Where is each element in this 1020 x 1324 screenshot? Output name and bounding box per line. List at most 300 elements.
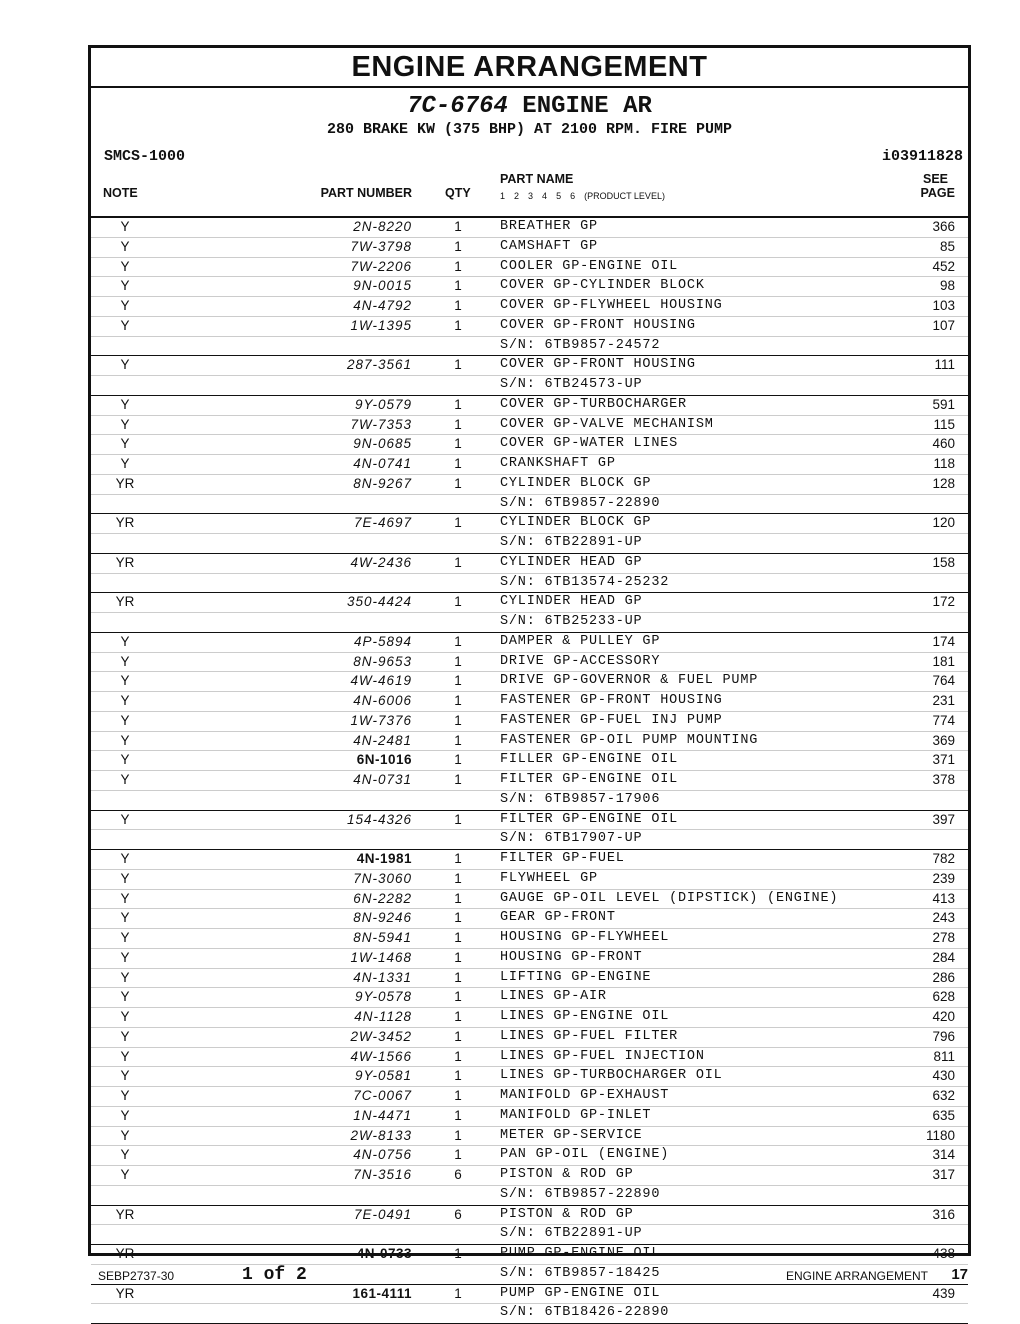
note-cell: YR: [115, 1206, 135, 1222]
part-number-cell: 8N-5941: [353, 930, 412, 945]
serial-range: S/N: 6TB9857-24572: [500, 337, 661, 353]
note-cell: Y: [120, 278, 130, 294]
table-row: [91, 712, 968, 732]
note-cell: Y: [120, 693, 130, 708]
note-cell: YR: [115, 1285, 135, 1301]
part-name-cell: BREATHER GP: [500, 219, 598, 234]
parts-table: [91, 218, 968, 1324]
serial-range: S/N: 6TB22891-UP: [500, 1226, 643, 1242]
product-level-scale: [500, 191, 674, 201]
part-number-cell: 4P-5894: [353, 633, 412, 649]
table-row: [91, 475, 968, 495]
table-row: [91, 732, 968, 752]
qty-cell: 1: [454, 219, 462, 234]
part-number-cell: 7W-2206: [350, 258, 412, 274]
serial-range: S/N: 6TB9857-18425: [500, 1265, 661, 1281]
qty-cell: 1: [454, 1009, 462, 1024]
table-row: [91, 1127, 968, 1147]
note-cell: Y: [120, 416, 130, 432]
qty-cell: 1: [454, 949, 462, 965]
part-name-cell: CRANKSHAFT GP: [500, 456, 616, 471]
page-ref-cell: 371: [932, 752, 955, 768]
part-number-cell: 4N-0741: [353, 456, 412, 471]
part-number-cell: 6N-2282: [353, 890, 412, 906]
qty-cell: 1: [454, 752, 462, 768]
part-number-cell: 7W-7353: [350, 416, 412, 432]
note-cell: Y: [120, 357, 130, 373]
qty-cell: 1: [454, 1147, 462, 1163]
note-cell: Y: [120, 949, 130, 965]
page-ref-cell: 635: [932, 1107, 955, 1123]
table-row: [91, 949, 968, 969]
qty-cell: 1: [454, 416, 462, 432]
table-row: [91, 1048, 968, 1068]
part-name-cell: FILTER GP-ENGINE OIL: [500, 772, 679, 787]
serial-range: S/N: 6TB24573-UP: [500, 377, 643, 392]
page-ref-cell: 796: [932, 1028, 955, 1044]
table-row: [91, 850, 968, 870]
note-cell: Y: [120, 219, 130, 234]
table-row: [91, 988, 968, 1008]
part-number-cell: 7N-3516: [353, 1167, 412, 1182]
qty-cell: 1: [454, 456, 462, 471]
qty-cell: 1: [454, 1028, 462, 1044]
note-cell: Y: [120, 870, 130, 886]
table-row: [91, 870, 968, 890]
table-row: [91, 1107, 968, 1127]
part-name-cell: PUMP GP-ENGINE OIL: [500, 1246, 661, 1261]
note-cell: Y: [120, 752, 130, 768]
note-cell: Y: [120, 930, 130, 945]
note-cell: Y: [120, 1107, 130, 1123]
qty-cell: 1: [454, 515, 462, 531]
note-cell: Y: [120, 1068, 130, 1084]
serial-range-row: [91, 1304, 968, 1324]
qty-cell: 1: [454, 910, 462, 926]
part-name-cell: LIFTING GP-ENGINE: [500, 969, 652, 985]
qty-cell: 6: [454, 1206, 462, 1222]
qty-cell: 1: [454, 298, 462, 313]
part-number-cell: 8N-9653: [353, 653, 412, 669]
part-number-cell: 4N-6006: [353, 693, 412, 708]
serial-range: S/N: 6TB9857-17906: [500, 791, 661, 807]
table-row: [91, 435, 968, 455]
part-name-cell: FILLER GP-ENGINE OIL: [500, 752, 679, 768]
page-ref-cell: 231: [932, 693, 955, 708]
page-ref-cell: 118: [933, 456, 955, 471]
part-number-cell: 7W-3798: [350, 238, 412, 254]
part-number-cell: 154-4326: [346, 811, 412, 827]
table-row: [91, 356, 968, 376]
page-ref-cell: 181: [932, 653, 955, 669]
part-name-cell: COVER GP-FRONT HOUSING: [500, 357, 696, 373]
note-cell: Y: [120, 969, 130, 985]
part-name-cell: CYLINDER BLOCK GP: [500, 475, 652, 491]
part-name-cell: FASTENER GP-OIL PUMP MOUNTING: [500, 732, 759, 748]
table-row: [91, 416, 968, 436]
part-name-cell: COVER GP-CYLINDER BLOCK: [500, 278, 705, 294]
part-name-cell: LINES GP-FUEL FILTER: [500, 1028, 679, 1044]
part-name-cell: LINES GP-AIR: [500, 989, 607, 1005]
note-cell: Y: [120, 436, 130, 452]
page-ref-cell: 811: [933, 1048, 955, 1064]
table-row: [91, 277, 968, 297]
table-row: [91, 751, 968, 771]
note-cell: Y: [120, 1088, 130, 1103]
note-cell: Y: [120, 989, 130, 1005]
table-row: [91, 633, 968, 653]
part-name-cell: CYLINDER HEAD GP: [500, 554, 643, 570]
part-number-column-header: PART NUMBER: [320, 186, 412, 200]
part-number-cell: 4N-1331: [353, 969, 412, 985]
product-level-caption: (PRODUCT LEVEL): [584, 191, 665, 201]
qty-cell: 1: [454, 732, 462, 748]
note-cell: Y: [120, 890, 130, 906]
table-row: [91, 317, 968, 337]
page-ref-cell: 628: [932, 989, 955, 1005]
page-ref-cell: 243: [932, 910, 955, 926]
part-name-cell: FILTER GP-ENGINE OIL: [500, 811, 679, 827]
note-cell: Y: [120, 1127, 130, 1143]
part-number-cell: 4N-1981: [356, 851, 412, 866]
page-ref-cell: 103: [932, 298, 955, 313]
qty-cell: 1: [454, 1285, 462, 1301]
page-ref-cell: 172: [932, 594, 955, 610]
part-number-cell: 8N-9267: [353, 475, 412, 491]
page-ref-cell: 111: [934, 357, 955, 373]
serial-range-row: [91, 534, 968, 554]
qty-column-header: QTY: [445, 186, 471, 200]
part-number-cell: 4N-1128: [354, 1009, 412, 1024]
qty-cell: 1: [454, 475, 462, 491]
part-number-cell: 4N-2481: [353, 732, 412, 748]
model-description: 280 BRAKE KW (375 BHP) AT 2100 RPM. FIRE PUMP: [326, 121, 733, 138]
table-row: [91, 1245, 968, 1265]
serial-range-row: [91, 613, 968, 633]
qty-cell: 1: [454, 870, 462, 886]
page-ref-cell: 286: [932, 969, 955, 985]
note-cell: YR: [115, 594, 135, 610]
part-number-cell: 1W-7376: [350, 712, 412, 728]
part-number-cell: 2W-8133: [350, 1127, 412, 1143]
part-name-cell: FASTENER GP-FRONT HOUSING: [500, 693, 723, 708]
serial-range-row: [91, 495, 968, 515]
page-ref-cell: 98: [939, 278, 955, 294]
page-ref-cell: 316: [932, 1206, 955, 1222]
part-number-cell: 9Y-0579: [354, 396, 412, 412]
table-row: [91, 1008, 968, 1028]
part-number-cell: 4N-0733: [356, 1246, 412, 1261]
part-name-cell: METER GP-SERVICE: [500, 1127, 643, 1143]
part-number-cell: 4N-4792: [353, 298, 412, 313]
note-column-header: NOTE: [103, 186, 138, 200]
page-ref-cell: 369: [932, 732, 955, 748]
qty-cell: 1: [454, 317, 462, 333]
page-ref-cell: 85: [939, 238, 955, 254]
see-column-header: SEE: [922, 172, 948, 186]
page-ref-cell: 317: [932, 1167, 955, 1182]
table-row: [91, 672, 968, 692]
serial-range-row: [91, 337, 968, 357]
page-ref-cell: 632: [932, 1088, 955, 1103]
note-cell: Y: [120, 1009, 130, 1024]
table-row: [91, 692, 968, 712]
qty-cell: 1: [454, 989, 462, 1005]
page-ref-cell: 158: [932, 554, 955, 570]
page-ref-cell: 774: [932, 712, 955, 728]
serial-range: S/N: 6TB9857-22890: [500, 495, 661, 511]
part-name-cell: GEAR GP-FRONT: [500, 910, 616, 926]
qty-cell: 1: [454, 653, 462, 669]
part-name-cell: LINES GP-ENGINE OIL: [500, 1009, 670, 1024]
qty-cell: 1: [454, 594, 462, 610]
smcs-code: SMCS-1000: [104, 148, 186, 165]
note-cell: Y: [120, 811, 130, 827]
part-name-cell: COVER GP-VALVE MECHANISM: [500, 416, 714, 432]
note-cell: Y: [120, 653, 130, 669]
page-ref-cell: 397: [932, 811, 955, 827]
part-name-cell: LINES GP-FUEL INJECTION: [500, 1048, 705, 1064]
page-of: 1 of 2: [242, 1265, 307, 1285]
note-cell: Y: [120, 633, 130, 649]
part-name-cell: CYLINDER BLOCK GP: [500, 515, 652, 531]
note-cell: Y: [120, 712, 130, 728]
serial-range: S/N: 6TB25233-UP: [500, 614, 643, 629]
note-cell: Y: [120, 1147, 130, 1163]
note-cell: Y: [120, 732, 130, 748]
qty-cell: 1: [454, 693, 462, 708]
part-number-cell: 287-3561: [346, 357, 412, 373]
qty-cell: 1: [454, 633, 462, 649]
note-cell: Y: [120, 298, 130, 313]
note-cell: Y: [120, 1167, 130, 1182]
qty-cell: 1: [454, 1127, 462, 1143]
part-name-cell: FILTER GP-FUEL: [500, 851, 625, 866]
note-cell: Y: [120, 673, 130, 689]
part-name-cell: DAMPER & PULLEY GP: [500, 633, 661, 649]
serial-range-row: [91, 1186, 968, 1206]
page-footer: [0, 1265, 1020, 1289]
page-number: 17: [951, 1266, 968, 1283]
page-ref-cell: 366: [932, 219, 955, 234]
part-number-cell: 9Y-0578: [354, 989, 412, 1005]
serial-range-row: [91, 1225, 968, 1245]
part-number-cell: 8N-9246: [353, 910, 412, 926]
page-ref-cell: 284: [932, 949, 955, 965]
note-cell: Y: [120, 317, 130, 333]
table-row: [91, 396, 968, 416]
page-ref-cell: 120: [932, 515, 955, 531]
table-row: [91, 593, 968, 613]
page-ref-cell: 413: [932, 890, 955, 906]
page-ref-cell: 314: [932, 1147, 955, 1163]
serial-range: S/N: 6TB9857-22890: [500, 1186, 661, 1202]
part-name-cell: HOUSING GP-FRONT: [500, 949, 643, 965]
qty-cell: 1: [454, 930, 462, 945]
page-ref-cell: 115: [933, 416, 955, 432]
product-level: 3: [528, 191, 534, 201]
qty-cell: 1: [454, 1088, 462, 1103]
note-cell: Y: [120, 238, 130, 254]
table-row: [91, 811, 968, 831]
part-name-cell: HOUSING GP-FLYWHEEL: [500, 930, 670, 945]
qty-cell: 1: [454, 1107, 462, 1123]
part-number-cell: 7E-4697: [353, 515, 412, 531]
qty-cell: 6: [454, 1167, 462, 1182]
part-number-cell: 7C-0067: [353, 1088, 412, 1103]
table-row: [91, 771, 968, 791]
document-id: SEBP2737-30: [98, 1269, 175, 1283]
part-number-cell: 2N-8220: [353, 219, 412, 234]
part-number-cell: 4W-4619: [350, 673, 412, 689]
table-row: [91, 455, 968, 475]
part-name-cell: COVER GP-WATER LINES: [500, 436, 679, 452]
part-number-cell: 2W-3452: [350, 1028, 412, 1044]
product-level: 4: [542, 191, 548, 201]
table-row: [91, 554, 968, 574]
note-cell: Y: [120, 910, 130, 926]
part-number-cell: 6N-1016: [356, 752, 412, 768]
qty-cell: 1: [454, 673, 462, 689]
part-number-cell: 4W-1566: [350, 1048, 412, 1064]
product-level: 2: [514, 191, 520, 201]
part-number-cell: 9N-0685: [353, 436, 412, 452]
qty-cell: 1: [454, 1246, 462, 1261]
page-ref-cell: 452: [932, 258, 955, 274]
part-number-cell: 1W-1395: [350, 317, 412, 333]
qty-cell: 1: [454, 851, 462, 866]
note-cell: Y: [120, 851, 130, 866]
note-cell: Y: [120, 258, 130, 274]
part-number-cell: 4N-0731: [353, 772, 412, 787]
product-level: 6: [570, 191, 576, 201]
illustration-reference: i03911828: [881, 148, 963, 165]
part-number-cell: 161-4111: [352, 1285, 412, 1301]
table-row: [91, 258, 968, 278]
table-row: [91, 1067, 968, 1087]
table-row: [91, 1146, 968, 1166]
qty-cell: 1: [454, 811, 462, 827]
qty-cell: 1: [454, 890, 462, 906]
note-cell: Y: [120, 396, 130, 412]
note-cell: Y: [120, 1048, 130, 1064]
table-row: [91, 890, 968, 910]
table-row: [91, 1166, 968, 1186]
note-cell: Y: [120, 1028, 130, 1044]
page-ref-cell: 591: [932, 396, 955, 412]
page-ref-cell: 174: [932, 633, 955, 649]
note-cell: Y: [120, 772, 130, 787]
qty-cell: 1: [454, 238, 462, 254]
page-ref-cell: 439: [932, 1285, 955, 1301]
table-row: [91, 969, 968, 989]
qty-cell: 1: [454, 357, 462, 373]
part-number-cell: 4N-0756: [353, 1147, 412, 1163]
qty-cell: 1: [454, 278, 462, 294]
part-name-cell: COVER GP-FLYWHEEL HOUSING: [500, 298, 723, 313]
qty-cell: 1: [454, 1048, 462, 1064]
page-ref-cell: 239: [932, 870, 955, 886]
qty-cell: 1: [454, 1068, 462, 1084]
table-row: [91, 297, 968, 317]
qty-cell: 1: [454, 396, 462, 412]
note-cell: YR: [115, 515, 135, 531]
part-name-cell: DRIVE GP-ACCESSORY: [500, 653, 661, 669]
page-ref-cell: 107: [932, 317, 955, 333]
table-row: [91, 218, 968, 238]
part-name-cell: CYLINDER HEAD GP: [500, 594, 643, 610]
model-heading: [91, 93, 968, 120]
page-column-header: PAGE: [920, 186, 955, 200]
model-name: ENGINE AR: [522, 93, 652, 120]
part-number-cell: 9N-0015: [353, 278, 412, 294]
product-level: 1: [500, 191, 506, 201]
part-name-cell: COVER GP-FRONT HOUSING: [500, 317, 696, 333]
page-ref-cell: 460: [932, 436, 955, 452]
serial-range: S/N: 6TB13574-25232: [500, 574, 670, 590]
list-header: [91, 88, 968, 218]
serial-range-row: [91, 830, 968, 850]
part-name-cell: COOLER GP-ENGINE OIL: [500, 258, 679, 274]
serial-range: S/N: 6TB22891-UP: [500, 535, 643, 550]
part-number-cell: 7N-3060: [353, 870, 412, 886]
serial-range-row: [91, 574, 968, 594]
table-row: [91, 1206, 968, 1226]
table-row: [91, 238, 968, 258]
page-ref-cell: 1180: [925, 1127, 955, 1143]
qty-cell: 1: [454, 554, 462, 570]
part-name-cell: LINES GP-TURBOCHARGER OIL: [500, 1068, 723, 1084]
serial-range: S/N: 6TB17907-UP: [500, 831, 643, 847]
serial-range-row: [91, 376, 968, 396]
serial-range-row: [91, 791, 968, 811]
part-name-cell: PISTON & ROD GP: [500, 1167, 634, 1182]
note-cell: YR: [115, 475, 135, 491]
page-ref-cell: 128: [932, 475, 955, 491]
part-name-cell: PISTON & ROD GP: [500, 1206, 634, 1222]
table-row: [91, 909, 968, 929]
table-row: [91, 1087, 968, 1107]
qty-cell: 1: [454, 436, 462, 452]
note-cell: YR: [115, 1246, 135, 1261]
part-name-cell: MANIFOLD GP-INLET: [500, 1107, 652, 1123]
qty-cell: 1: [454, 969, 462, 985]
part-number-cell: 9Y-0581: [354, 1068, 412, 1084]
page-ref-cell: 438: [932, 1246, 955, 1261]
product-level: 5: [556, 191, 562, 201]
part-number-cell: 1N-4471: [353, 1107, 412, 1123]
part-name-cell: CAMSHAFT GP: [500, 238, 598, 254]
part-name-cell: FLYWHEEL GP: [500, 870, 598, 886]
part-number-cell: 4W-2436: [350, 554, 412, 570]
part-name-cell: MANIFOLD GP-EXHAUST: [500, 1088, 670, 1103]
qty-cell: 1: [454, 258, 462, 274]
part-name-cell: GAUGE GP-OIL LEVEL (DIPSTICK) (ENGINE): [500, 890, 839, 906]
part-name-cell: FASTENER GP-FUEL INJ PUMP: [500, 712, 723, 728]
part-name-cell: COVER GP-TURBOCHARGER: [500, 396, 687, 412]
part-name-cell: DRIVE GP-GOVERNOR & FUEL PUMP: [500, 673, 759, 689]
serial-range: S/N: 6TB18426-22890: [500, 1305, 670, 1321]
table-row: [91, 929, 968, 949]
model-number: 7C-6764: [407, 93, 508, 120]
page-ref-cell: 782: [932, 851, 955, 866]
page-ref-cell: 430: [932, 1068, 955, 1084]
part-name-cell: PUMP GP-ENGINE OIL: [500, 1285, 661, 1301]
page-title: ENGINE ARRANGEMENT: [91, 48, 968, 88]
qty-cell: 1: [454, 712, 462, 728]
footer-section: ENGINE ARRANGEMENT: [785, 1269, 928, 1283]
part-name-column-header: PART NAME: [500, 172, 574, 186]
